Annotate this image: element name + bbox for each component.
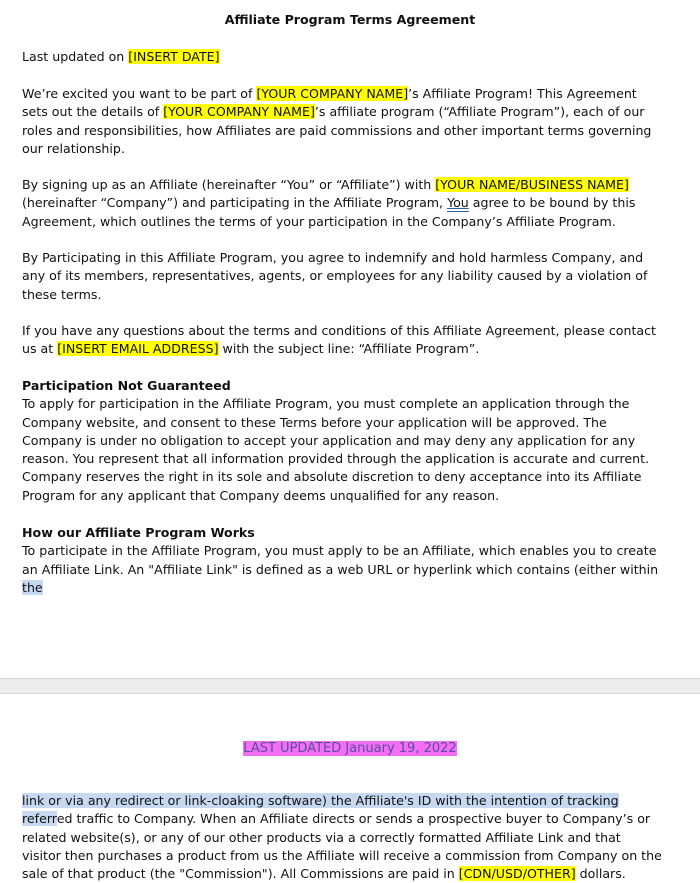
last-updated-label: Last updated on (22, 49, 129, 64)
p1-text-c: ’s affiliate program (“Affiliate Program”), each of our roles and responsibilities, how Affiliates are paid commissions and other important terms governing our relationship. (22, 104, 652, 156)
page-1-body (22, 48, 662, 66)
selected-text[interactable]: the (22, 579, 43, 595)
insert-date-placeholder[interactable]: [INSERT DATE] (128, 49, 220, 64)
currency-placeholder[interactable]: [CDN/USD/OTHER] (458, 866, 576, 882)
grammar-flag-you[interactable]: You (447, 195, 469, 211)
section-how-it-works (22, 524, 662, 597)
section-body-participation: To apply for participation in the Affiliate Program, you must complete an application through the Company website, and consent to these Terms before your application will be approved. The Company is under no obligation to accept your application and may deny any application for any reason. You represent that all information provided through the application is accurate and current. Company reserves the right in its sole and absolute discretion to deny acceptance into its Affiliate Program for any applicant that Company deems unqualified for any reason. (22, 396, 650, 503)
page-2-body (22, 792, 662, 883)
intro-paragraph (22, 85, 662, 158)
indemnify-paragraph (22, 249, 662, 304)
p2-text-a: By signing up as an Affiliate (hereinafter “You” or “Affiliate”) with (22, 177, 436, 192)
p4-text-b: with the subject line: “Affiliate Program”. (218, 341, 480, 357)
section-participation (22, 377, 662, 505)
document-page-2 (0, 694, 700, 882)
section-heading-how-it-works: How our Affiliate Program Works (22, 525, 255, 540)
company-name-placeholder-2[interactable]: [YOUR COMPANY NAME] (163, 104, 315, 120)
page-2-text-b: dollars. (575, 866, 626, 882)
p2-text-c: agree to be bound by this Agreement, which outlines the terms of your participation in the Company’s Affiliate Program. (22, 195, 636, 229)
company-name-placeholder[interactable]: [YOUR COMPANY NAME] (256, 86, 409, 101)
section-heading-participation: Participation Not Guaranteed (22, 378, 231, 393)
selected-text-continued[interactable]: link or via any redirect or link-cloaking software) the Affiliate's ID with the intention of tracking referr (22, 793, 619, 827)
p3-text: By Participating in this Affiliate Program, you agree to indemnify and hold harmless Company, and any of its members, representatives, agents, or employees for any liability caused by a violation of these terms. (22, 250, 648, 302)
page-2-text-a: ed traffic to Company. When an Affiliate directs or sends a prospective buyer to Company’s or related website(s), or any of our other products via a correctly formatted Affiliate Link and that visitor then purchases a product from us the Affiliate will receive a commission from Company on the sale of that product (the "Commission"). All Commissions are paid in (22, 811, 662, 882)
p4-text-a: If you have any questions about the terms and conditions of this Affiliate Agreement, please contact us at (22, 323, 656, 357)
p1-text-b: ’s Affiliate Program! This Agreement sets out the details of (22, 86, 637, 120)
last-updated-line (22, 48, 662, 66)
business-name-placeholder[interactable]: [YOUR NAME/BUSINESS NAME] (435, 177, 629, 192)
email-placeholder[interactable]: [INSERT EMAIL ADDRESS] (57, 341, 219, 357)
signup-paragraph (22, 176, 662, 231)
p2-text-b: (hereinafter “Company”) and participating in the Affiliate Program, (22, 195, 448, 211)
page-separator (0, 678, 700, 694)
section-body-how-it-works: To participate in the Affiliate Program, you must apply to be an Affiliate, which enables you to create an Affiliate Link. An "Affiliate Link" is defined as a web URL or hyperlink which contains (either within (22, 543, 659, 577)
last-updated-header: LAST UPDATED January 19, 2022 (243, 741, 457, 756)
document-title: Affiliate Program Terms Agreement (224, 12, 476, 27)
page-header (0, 741, 700, 756)
contact-paragraph (22, 322, 662, 359)
p1-text-a: We’re excited you want to be part of (22, 86, 257, 101)
